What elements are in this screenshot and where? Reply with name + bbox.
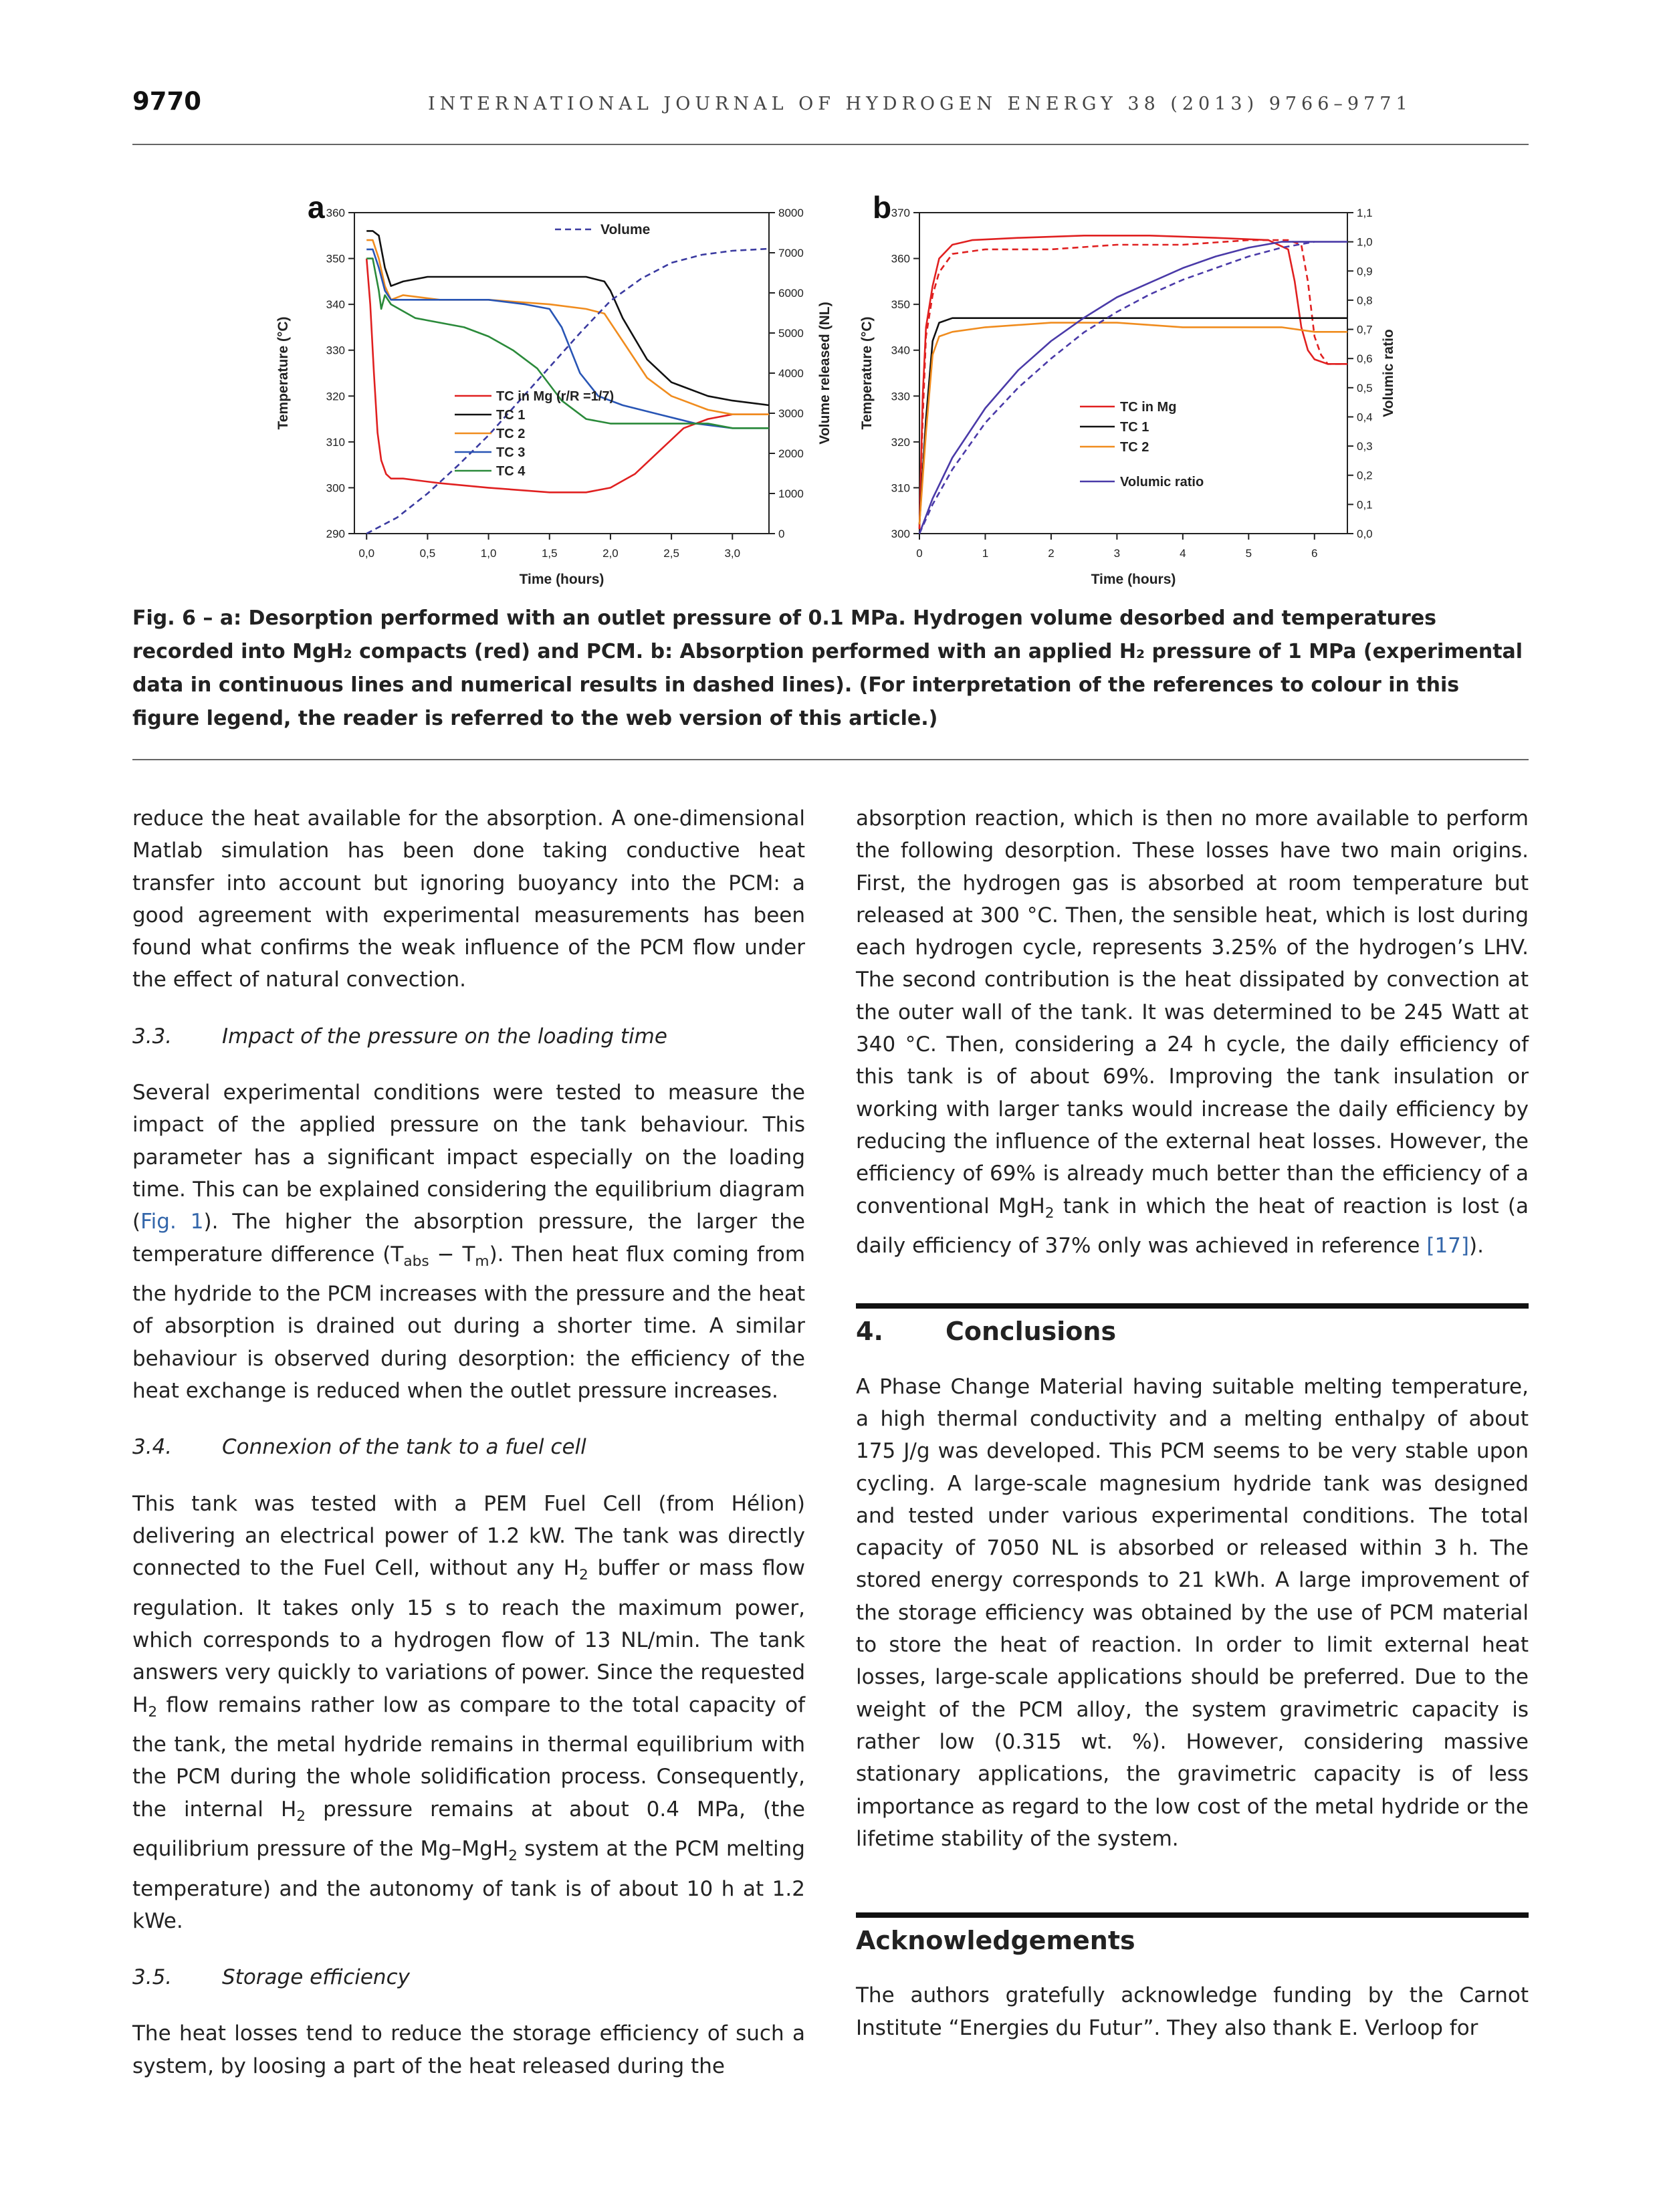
section-heading-3-5 [132,1961,805,1993]
x-tick-label: 6 [1311,547,1318,560]
paragraph: The heat losses tend to reduce the storage efficiency of such a system, by loosing a part of the heat released during the [132,2021,805,2078]
text-run: − T [429,1242,475,1266]
page-number: 9770 [132,87,201,116]
y-tick-label: 330 [326,344,345,357]
paragraph: The authors gratefully acknowledge funding by the Carnot Institute “Energies du Futur”. They also thank E. Verloop for [856,1983,1529,2040]
y-tick-label: 330 [891,390,910,403]
legend-label: TC 1 [496,408,526,423]
subscript: abs [403,1252,429,1270]
series-line [919,242,1347,534]
x-tick-label: 3 [1113,547,1121,560]
figure-link[interactable]: Fig. 1 [140,1210,204,1234]
panel-label: a [308,190,325,225]
y2-tick-label: 1,0 [1357,235,1373,249]
x-tick-label: 5 [1245,547,1252,560]
y2-tick-label: 2000 [778,447,804,460]
y-axis-label: Temperature (°C) [859,316,875,430]
paragraph [132,1077,805,1407]
figure-6 [254,181,1431,595]
y-tick-label: 300 [326,481,345,495]
y2-tick-label: 5000 [778,327,804,340]
acknowledgements-heading: Acknowledgements [856,1926,1135,1956]
section-title: Connexion of the tank to a fuel cell [222,1435,586,1460]
section-number: 3.5. [132,1965,173,1990]
y2-tick-label: 0,6 [1357,352,1373,366]
legend-label: Volumic ratio [1120,475,1204,489]
left-column [132,802,805,2082]
plot-frame [354,213,769,534]
subscript: 2 [1044,1204,1055,1222]
y-tick-label: 350 [891,298,910,312]
legend-label: TC 1 [1120,420,1149,435]
y-tick-label: 320 [326,390,345,403]
subscript: 2 [148,1703,158,1721]
y2-tick-label: 3000 [778,407,804,420]
x-tick-label: 2,0 [602,547,619,560]
section-heading-3-4 [132,1431,805,1463]
x-tick-label: 1,5 [541,547,558,560]
y2-tick-label: 0,0 [1357,528,1373,540]
y-tick-label: 290 [326,528,345,540]
text-run: system at the PCM melting temperature) and the autonomy of tank is of about 10 h at 1.2 kWe. [132,1837,805,1933]
y-tick-label: 310 [891,481,910,495]
y2-tick-label: 0,3 [1357,440,1373,453]
text-run: flow remains rather low as compare to the total capacity of the tank, the metal hydride remains in thermal equilibrium with the PCM during the whole solidification process. Consequently, the internal H [132,1692,805,1821]
text-run: buffer or mass flow regulation. It takes only 15 s to reach the maximum power, which corresponds to a hydrogen flow of 13 NL/min. The tank answers very quickly to variations of power. Since the requested H [132,1556,805,1717]
x-tick-label: 3,0 [724,547,741,560]
y2-tick-label: 0,8 [1357,294,1373,307]
y-tick-label: 350 [326,252,345,265]
y2-tick-label: 0,4 [1357,411,1373,424]
y2-tick-label: 7000 [778,247,804,259]
paragraph [132,1488,805,1938]
legend-label: TC 3 [496,445,526,460]
x-axis-label: Time (hours) [519,572,604,587]
caption-rule [132,759,1529,760]
x-tick-label: 2 [1048,547,1055,560]
y2-tick-label: 0,1 [1357,498,1373,512]
legend-label: TC 4 [496,464,526,479]
y-tick-label: 310 [326,435,345,449]
y2-axis-label: Volume released (NL) [817,302,833,445]
y2-tick-label: 0,2 [1357,469,1373,482]
x-tick-label: 0,0 [358,547,375,560]
y-tick-label: 360 [891,252,910,265]
subscript: 2 [508,1848,518,1865]
legend-label: TC 2 [496,427,526,441]
subscript: 2 [296,1807,306,1825]
figure-6-charts [254,181,1431,595]
y-tick-label: 300 [891,528,910,540]
series-line [366,231,769,405]
series-line [919,242,1315,534]
y2-tick-label: 6000 [778,287,804,300]
series-line [366,259,769,493]
journal-running-header: INTERNATIONAL JOURNAL OF HYDROGEN ENERGY 38 (2013) 9766–9771 [428,94,1412,114]
legend-label: Volume [600,222,651,237]
y2-tick-label: 0,9 [1357,265,1373,278]
paragraph [856,802,1529,1262]
x-tick-label: 4 [1180,547,1186,560]
y-tick-label: 340 [326,298,345,312]
y-tick-label: 370 [891,207,910,219]
text-run: ). [1469,1234,1484,1258]
paragraph: reduce the heat available for the absorption. A one-dimensional Matlab simulation has been done taking conductive heat transfer into account but ignoring buoyancy into the PCM: a good agreement with experimental measurements has been found what confirms the weak influence of the PCM flow under the effect of natural convection. [132,806,805,992]
section-number: 3.3. [132,1024,173,1048]
x-tick-label: 0 [916,547,923,560]
text-run: absorption reaction, which is then no more available to perform the following desorption. These losses have two main origins. First, the hydrogen gas is absorbed at room temperature but released at 300 °C. Then, the sensible heat, which is lost during each hydrogen cycle, represents 3.25% of the hydrogen’s LHV. The second contribution is the heat dissipated by convection at the outer wall of the tank. It was determined to be 245 Watt at 340 °C. Then, considering a 24 h cycle, the daily efficiency of this tank is of about 69%. Improving the tank insulation or working with larger tanks would increase the daily efficiency by reducing the influence of the external heat losses. However, the efficiency of 69% is already much better than the efficiency of a conventional MgH [856,806,1529,1218]
y2-tick-label: 1,1 [1357,207,1373,219]
right-column [856,802,1529,2044]
y-tick-label: 320 [891,435,910,449]
reference-link[interactable]: [17] [1426,1234,1469,1258]
section-title: Conclusions [946,1317,1117,1347]
x-tick-label: 1 [982,547,989,560]
y2-tick-label: 0 [778,528,785,540]
x-axis-label: Time (hours) [1091,572,1176,587]
section-number: 3.4. [132,1435,173,1460]
text-run: ). The higher the absorption pressure, the larger the temperature difference (T [132,1210,805,1266]
panel-label: b [873,190,892,225]
y-tick-label: 360 [326,207,345,219]
text-run: tank in which the heat of reaction is lost (a daily efficiency of 37% only was achieved in reference [856,1194,1529,1258]
legend-label: TC 2 [1120,440,1149,455]
text-run: pressure remains at about 0.4 MPa, (the equilibrium pressure of the Mg–MgH [132,1797,805,1862]
y2-tick-label: 0,5 [1357,381,1373,395]
legend-label: TC in Mg (r/R =1/7) [496,389,615,404]
y2-axis-label: Volumic ratio [1381,329,1396,417]
section-rule [856,1912,1529,1918]
x-tick-label: 0,5 [419,547,436,560]
y2-tick-label: 4000 [778,367,804,380]
series-line [366,240,769,415]
y2-tick-label: 1000 [778,487,804,500]
header-rule [132,144,1529,145]
section-title: Storage efficiency [222,1965,410,1990]
y2-tick-label: 0,7 [1357,323,1373,336]
section-rule [856,1303,1529,1309]
y-tick-label: 340 [891,344,910,357]
section-number: 4. [856,1317,883,1347]
section-heading-3-3 [132,1020,805,1053]
figure-caption: Fig. 6 – a: Desorption performed with an outlet pressure of 0.1 MPa. Hydrogen volume desorbed and temperatures recorded into MgH₂ compacts (red) and PCM. b: Absorption performed with an applied H₂ pressure of 1 MPa (experimental data in continuous lines and numerical results in dashed lines). (For interpretation of the references to colour in this figure legend, the reader is referred to the web version of this article.) [132,606,1523,730]
section-title: Impact of the pressure on the loading time [222,1024,667,1048]
subscript: m [475,1252,489,1270]
text-run: ). Then heat flux coming from the hydride to the PCM increases with the pressure and the heat of absorption is drained out during a shorter time. A similar behaviour is observed during desorption: the efficiency of the heat exchange is reduced when the outlet pressure increases. [132,1242,806,1403]
x-tick-label: 2,5 [663,547,679,560]
y2-tick-label: 8000 [778,207,804,219]
x-tick-label: 1,0 [480,547,497,560]
legend-label: TC in Mg [1120,400,1177,415]
text-run: Several experimental conditions were tested to measure the impact of the applied pressure on the tank behaviour. This parameter has a significant impact especially on the loading time. This can be explained considering the equilibrium diagram ( [132,1081,805,1234]
paragraph: A Phase Change Material having suitable melting temperature, a high thermal conductivity and a melting enthalpy of about 175 J/g was developed. This PCM seems to be very stable upon cycling. A large-scale magnesium hydride tank was designed and tested under various experimental conditions. The total capacity of 7050 NL is absorbed or released within 3 h. The stored energy corresponds to 21 kWh. A large improvement of the storage efficiency was obtained by the use of PCM material to store the heat of reaction. In order to limit external heat losses, large-scale applications should be preferred. Due to the weight of the PCM alloy, the system gravimetric capacity is rather low (0.315 wt. %). However, considering massive stationary applications, the gravimetric capacity is of less importance as regard to the low cost of the metal hydride or the lifetime stability of the system. [856,1374,1529,1851]
subscript: 2 [579,1567,588,1584]
section-heading-4 [856,1315,1529,1347]
text-run: This tank was tested with a PEM Fuel Cell (from Hélion) delivering an electrical power of 1.2 kW. The tank was directly connected to the Fuel Cell, without any H [132,1491,805,1581]
y-axis-label: Temperature (°C) [275,316,291,430]
